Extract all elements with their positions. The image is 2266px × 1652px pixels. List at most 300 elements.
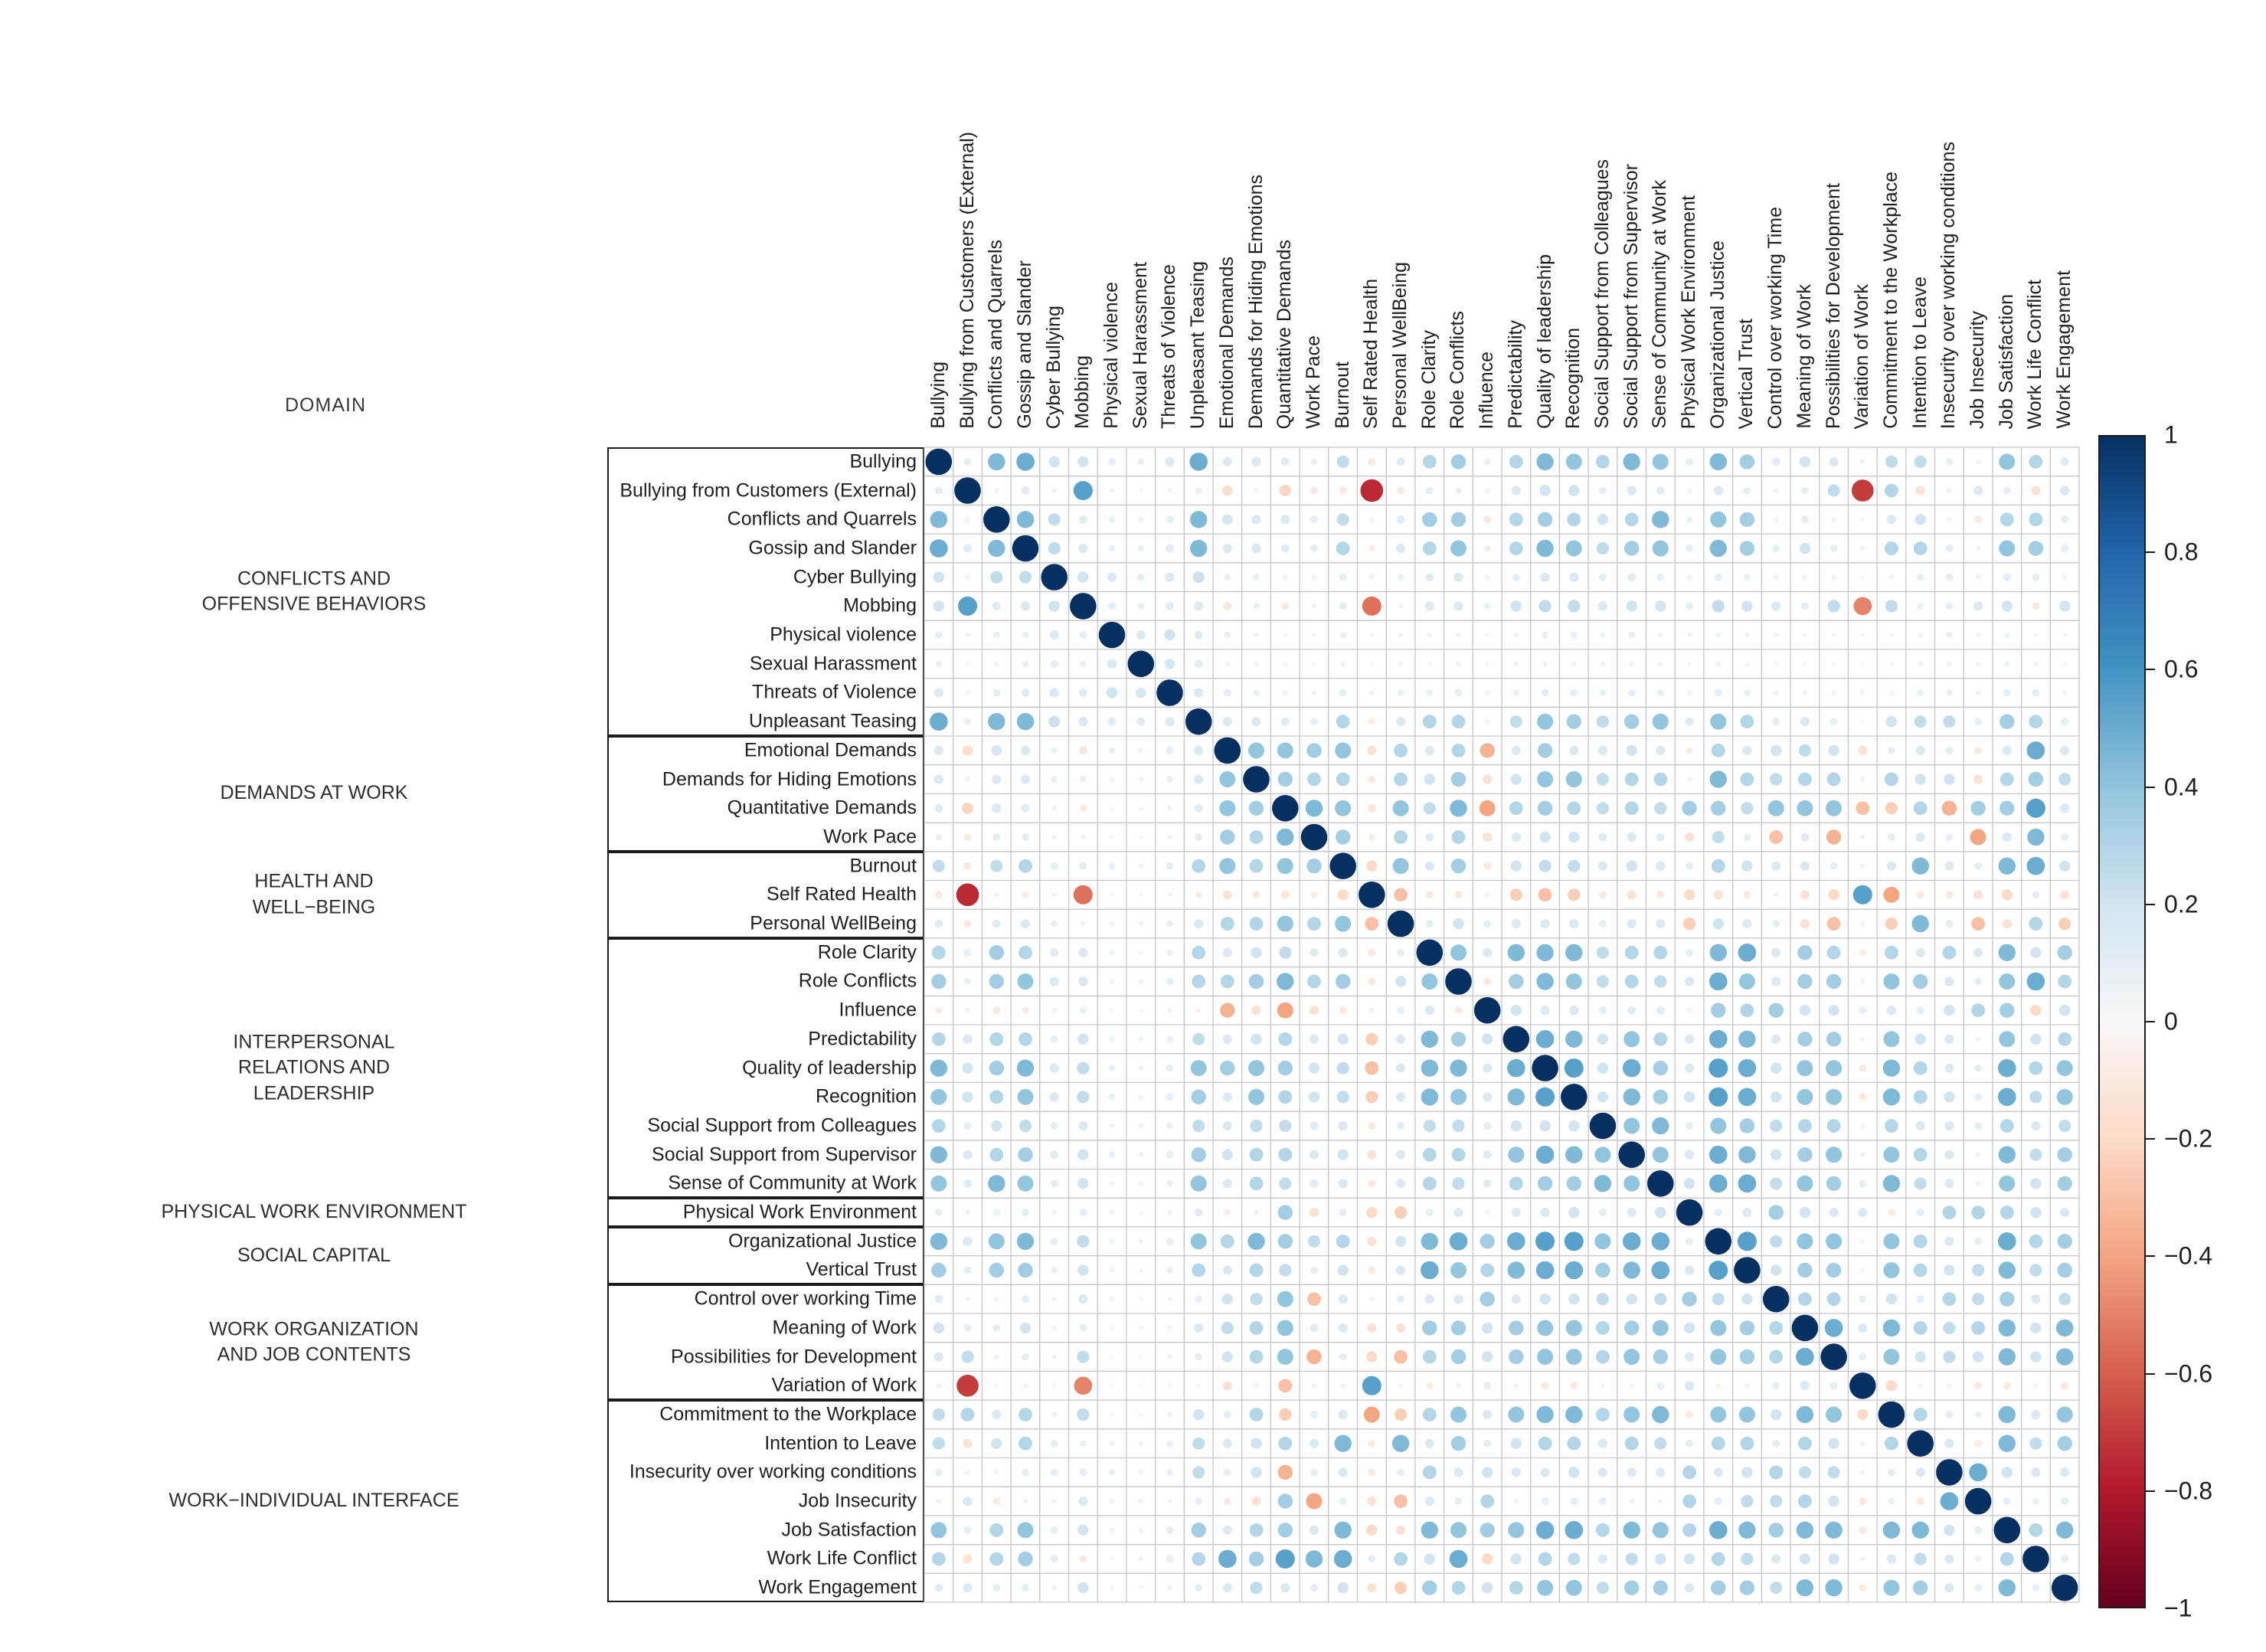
correlation-dot bbox=[1483, 774, 1492, 783]
correlation-dot bbox=[1710, 512, 1726, 528]
row-label: Predictability bbox=[808, 1028, 917, 1050]
correlation-dot bbox=[1656, 574, 1664, 581]
correlation-dot bbox=[1542, 1497, 1549, 1505]
correlation-dot bbox=[1220, 1003, 1234, 1018]
correlation-dot bbox=[1828, 889, 1839, 900]
correlation-dot bbox=[1685, 1381, 1694, 1390]
correlation-dot bbox=[1682, 1292, 1696, 1307]
correlation-dot bbox=[1310, 1584, 1318, 1591]
correlation-dot bbox=[1311, 891, 1318, 898]
correlation-dot bbox=[1248, 1060, 1264, 1076]
colorbar-tick bbox=[2146, 904, 2155, 905]
correlation-dot bbox=[1394, 1552, 1408, 1566]
correlation-dot bbox=[1936, 1459, 1963, 1486]
correlation-dot bbox=[1998, 1059, 2016, 1078]
correlation-dot bbox=[1715, 1497, 1722, 1505]
correlation-dot bbox=[931, 974, 946, 989]
correlation-dot bbox=[1189, 453, 1208, 471]
correlation-dot bbox=[2000, 715, 2014, 729]
correlation-dot bbox=[1594, 1175, 1611, 1192]
correlation-dot bbox=[1828, 1553, 1839, 1564]
correlation-dot bbox=[1395, 1236, 1406, 1247]
correlation-dot bbox=[1336, 773, 1350, 787]
correlation-dot bbox=[1139, 950, 1143, 954]
correlation-dot bbox=[1744, 689, 1751, 696]
correlation-dot bbox=[1532, 1055, 1558, 1081]
correlation-dot bbox=[1514, 1383, 1519, 1389]
correlation-dot bbox=[1711, 1581, 1725, 1595]
correlation-dot bbox=[1050, 1150, 1058, 1159]
correlation-dot bbox=[1568, 1207, 1579, 1218]
correlation-dot bbox=[1424, 1120, 1436, 1132]
correlation-dot bbox=[1511, 1120, 1522, 1131]
correlation-dot bbox=[1225, 662, 1231, 667]
correlation-dot bbox=[1600, 689, 1607, 696]
colorbar-tick-label: −0.6 bbox=[2164, 1359, 2213, 1388]
correlation-dot bbox=[1167, 1297, 1172, 1302]
correlation-dot bbox=[1826, 800, 1842, 816]
correlation-dot bbox=[989, 945, 1004, 960]
correlation-dot bbox=[2060, 890, 2069, 899]
correlation-dot bbox=[1974, 1526, 1982, 1534]
correlation-dot bbox=[1625, 975, 1639, 989]
correlation-dot bbox=[1508, 1088, 1525, 1105]
correlation-dot bbox=[1050, 948, 1058, 957]
correlation-dot bbox=[1946, 747, 1954, 754]
correlation-dot bbox=[2034, 633, 2038, 637]
correlation-dot bbox=[1078, 1294, 1087, 1304]
colorbar-tick bbox=[2146, 1021, 2155, 1022]
correlation-dot bbox=[1915, 1351, 1926, 1362]
correlation-dot bbox=[1597, 1293, 1609, 1305]
correlation-dot bbox=[1048, 542, 1061, 554]
correlation-dot bbox=[1653, 773, 1667, 787]
correlation-dot bbox=[1741, 861, 1752, 872]
correlation-dot bbox=[1450, 1550, 1468, 1569]
correlation-dot bbox=[1016, 453, 1035, 471]
correlation-dot bbox=[1074, 1377, 1093, 1395]
correlation-dot bbox=[1485, 1210, 1490, 1215]
correlation-dot bbox=[1480, 1494, 1494, 1508]
correlation-dot bbox=[1684, 1091, 1695, 1102]
correlation-dot bbox=[1971, 1003, 1985, 1017]
correlation-dot bbox=[2003, 746, 2012, 755]
correlation-dot bbox=[1708, 1088, 1728, 1107]
correlation-dot bbox=[2029, 715, 2043, 728]
correlation-dot bbox=[1653, 453, 1669, 469]
correlation-dot bbox=[1568, 860, 1580, 872]
correlation-dot bbox=[1826, 1176, 1841, 1191]
correlation-dot bbox=[1567, 1176, 1581, 1191]
correlation-dot bbox=[1536, 1521, 1555, 1539]
correlation-dot bbox=[2003, 689, 2011, 697]
row-label: Work Life Conflict bbox=[767, 1547, 917, 1569]
correlation-dot bbox=[1509, 801, 1523, 815]
correlation-dot bbox=[1277, 1349, 1293, 1365]
correlation-dot bbox=[1859, 1093, 1866, 1101]
correlation-dot bbox=[1566, 453, 1582, 469]
correlation-dot bbox=[1455, 891, 1463, 898]
correlation-dot bbox=[1625, 1437, 1639, 1451]
correlation-dot bbox=[2032, 1584, 2040, 1591]
correlation-dot bbox=[1277, 973, 1293, 990]
correlation-dot bbox=[1310, 1469, 1318, 1477]
correlation-dot bbox=[1190, 540, 1207, 557]
correlation-dot bbox=[1051, 1035, 1058, 1043]
correlation-dot bbox=[1685, 976, 1694, 986]
correlation-dot bbox=[1421, 1088, 1438, 1105]
correlation-dot bbox=[1594, 1147, 1610, 1163]
correlation-dot bbox=[1425, 862, 1434, 871]
correlation-dot bbox=[2000, 1003, 2014, 1018]
correlation-dot bbox=[1312, 1383, 1317, 1389]
correlation-dot bbox=[1081, 921, 1086, 927]
correlation-dot bbox=[1568, 1467, 1579, 1477]
correlation-dot bbox=[1483, 1179, 1492, 1188]
correlation-dot bbox=[1166, 1440, 1173, 1447]
correlation-dot bbox=[1976, 1037, 1981, 1042]
correlation-dot bbox=[2029, 541, 2043, 555]
correlation-dot bbox=[963, 1439, 972, 1448]
column-label: Organizational Justice bbox=[1706, 240, 1728, 429]
correlation-dot bbox=[1738, 1031, 1755, 1048]
correlation-dot bbox=[963, 1583, 972, 1592]
correlation-dot bbox=[2003, 487, 2011, 495]
correlation-dot bbox=[1077, 571, 1088, 582]
domain-label: WORK−INDIVIDUAL INTERFACE bbox=[168, 1490, 459, 1512]
correlation-dot bbox=[1051, 892, 1057, 898]
correlation-dot bbox=[1771, 601, 1780, 610]
correlation-dot bbox=[1480, 743, 1495, 757]
correlation-dot bbox=[1800, 862, 1810, 871]
correlation-dot bbox=[1860, 1441, 1865, 1446]
correlation-dot bbox=[1051, 806, 1057, 811]
correlation-dot bbox=[2060, 803, 2069, 813]
correlation-dot bbox=[1829, 1208, 1839, 1217]
correlation-dot bbox=[1051, 921, 1058, 927]
correlation-dot bbox=[1658, 633, 1663, 638]
correlation-dot bbox=[1569, 746, 1578, 755]
correlation-dot bbox=[1712, 859, 1725, 873]
correlation-dot bbox=[1167, 892, 1172, 898]
correlation-dot bbox=[1797, 974, 1812, 989]
correlation-dot bbox=[1109, 1151, 1116, 1158]
correlation-dot bbox=[2029, 917, 2043, 931]
correlation-dot bbox=[1536, 944, 1553, 961]
correlation-dot bbox=[2029, 1235, 2043, 1248]
correlation-dot bbox=[1451, 1436, 1466, 1451]
colorbar-tick-label: 0.2 bbox=[2164, 890, 2199, 918]
correlation-dot bbox=[1769, 1205, 1784, 1219]
correlation-dot bbox=[2061, 515, 2068, 523]
correlation-dot bbox=[993, 632, 1000, 639]
correlation-dot bbox=[1626, 1552, 1638, 1565]
correlation-dot bbox=[1138, 545, 1145, 552]
correlation-dot bbox=[1139, 777, 1144, 782]
correlation-dot bbox=[930, 1059, 947, 1076]
correlation-dot bbox=[1018, 1522, 1034, 1538]
correlation-dot bbox=[1771, 976, 1780, 986]
correlation-dot bbox=[1426, 891, 1434, 898]
column-label: Work Pace bbox=[1302, 335, 1324, 429]
correlation-dot bbox=[1425, 601, 1434, 610]
correlation-dot bbox=[1167, 488, 1172, 493]
correlation-dot bbox=[1714, 486, 1723, 495]
correlation-dot bbox=[1394, 744, 1408, 757]
correlation-dot bbox=[1946, 920, 1954, 927]
correlation-dot bbox=[1770, 1235, 1782, 1248]
correlation-dot bbox=[1739, 1407, 1755, 1423]
correlation-dot bbox=[1827, 917, 1841, 931]
correlation-dot bbox=[2031, 1294, 2040, 1304]
correlation-dot bbox=[1623, 1176, 1640, 1192]
correlation-dot bbox=[1110, 1441, 1115, 1446]
correlation-dot bbox=[1023, 1383, 1028, 1389]
correlation-dot bbox=[1215, 738, 1241, 764]
correlation-dot bbox=[1542, 632, 1548, 639]
correlation-dot bbox=[1971, 917, 1985, 931]
correlation-dot bbox=[1110, 1124, 1115, 1129]
correlation-dot bbox=[1426, 1209, 1434, 1216]
correlation-dot bbox=[1974, 1440, 1982, 1448]
correlation-dot bbox=[1166, 1093, 1174, 1101]
correlation-dot bbox=[1883, 1262, 1899, 1278]
domain-label: INTERPERSONAL RELATIONS AND LEADERSHIP bbox=[233, 1030, 395, 1104]
row-label: Work Engagement bbox=[758, 1576, 917, 1598]
correlation-dot bbox=[1625, 801, 1639, 815]
correlation-dot bbox=[1744, 633, 1750, 638]
correlation-dot bbox=[1917, 1497, 1924, 1505]
correlation-dot bbox=[994, 1354, 999, 1359]
correlation-dot bbox=[1825, 1579, 1842, 1596]
correlation-dot bbox=[1251, 544, 1261, 553]
correlation-dot bbox=[1223, 1583, 1232, 1592]
correlation-dot bbox=[1597, 947, 1609, 959]
correlation-dot bbox=[1656, 919, 1665, 928]
correlation-dot bbox=[1542, 689, 1549, 697]
correlation-dot bbox=[1051, 488, 1057, 493]
correlation-dot bbox=[1193, 1409, 1204, 1420]
column-label: Social Support from Colleagues bbox=[1591, 159, 1613, 429]
column-label: Quality of leadership bbox=[1533, 254, 1555, 429]
colorbar-tick-label: 0 bbox=[2164, 1007, 2178, 1035]
correlation-dot bbox=[1312, 604, 1317, 609]
correlation-dot bbox=[1395, 1408, 1407, 1421]
correlation-dot bbox=[933, 1438, 945, 1450]
correlation-dot bbox=[1019, 1120, 1032, 1132]
correlation-dot bbox=[1946, 1411, 1954, 1418]
correlation-dot bbox=[1110, 806, 1114, 810]
correlation-dot bbox=[1744, 487, 1751, 495]
correlation-dot bbox=[1306, 859, 1321, 873]
correlation-dot bbox=[1687, 777, 1692, 782]
correlation-dot bbox=[962, 1062, 973, 1073]
correlation-dot bbox=[1223, 1526, 1232, 1535]
correlation-dot bbox=[1509, 1581, 1523, 1595]
correlation-dot bbox=[2003, 919, 2012, 928]
correlation-dot bbox=[1861, 633, 1864, 636]
correlation-dot bbox=[1128, 651, 1155, 678]
correlation-dot bbox=[1427, 1382, 1434, 1389]
correlation-dot bbox=[1831, 690, 1836, 695]
correlation-dot bbox=[1397, 1295, 1404, 1303]
correlation-dot bbox=[1627, 573, 1636, 581]
correlation-dot bbox=[2058, 1147, 2072, 1162]
correlation-dot bbox=[1339, 632, 1346, 639]
correlation-dot bbox=[1251, 947, 1261, 958]
correlation-dot bbox=[1803, 633, 1807, 637]
row-label: Sense of Community at Work bbox=[668, 1172, 917, 1194]
correlation-dot bbox=[1310, 487, 1318, 495]
row-label: Insecurity over working conditions bbox=[629, 1461, 917, 1483]
correlation-dot bbox=[1774, 892, 1779, 898]
correlation-dot bbox=[1974, 1122, 1982, 1130]
correlation-dot bbox=[1080, 776, 1087, 783]
correlation-dot bbox=[1139, 806, 1143, 810]
correlation-dot bbox=[1339, 948, 1348, 957]
correlation-dot bbox=[1368, 804, 1376, 813]
correlation-dot bbox=[1337, 1091, 1349, 1103]
correlation-dot bbox=[1738, 1088, 1757, 1107]
correlation-dot bbox=[1590, 1113, 1617, 1140]
correlation-dot bbox=[1396, 1092, 1405, 1101]
correlation-dot bbox=[989, 1552, 1003, 1566]
correlation-dot bbox=[1826, 1060, 1842, 1076]
correlation-dot bbox=[1828, 484, 1840, 496]
correlation-dot bbox=[989, 1233, 1005, 1249]
correlation-dot bbox=[963, 545, 972, 553]
correlation-dot bbox=[1421, 973, 1437, 990]
correlation-dot bbox=[1109, 862, 1116, 869]
correlation-dot bbox=[1797, 1406, 1813, 1423]
correlation-dot bbox=[1653, 1349, 1668, 1364]
correlation-dot bbox=[1253, 689, 1260, 696]
correlation-dot bbox=[1618, 1141, 1645, 1168]
correlation-dot bbox=[2030, 1351, 2041, 1362]
correlation-dot bbox=[2058, 945, 2072, 960]
correlation-dot bbox=[1859, 1065, 1866, 1072]
correlation-dot bbox=[1396, 1323, 1405, 1333]
correlation-dot bbox=[1999, 1261, 2016, 1278]
correlation-dot bbox=[1741, 715, 1754, 728]
correlation-dot bbox=[1566, 1320, 1582, 1336]
correlation-dot bbox=[1220, 829, 1234, 844]
correlation-dot bbox=[1221, 975, 1234, 989]
correlation-dot bbox=[1281, 458, 1290, 466]
correlation-dot bbox=[1738, 1147, 1755, 1163]
correlation-dot bbox=[935, 487, 943, 495]
correlation-dot bbox=[1627, 890, 1637, 899]
correlation-dot bbox=[1883, 1147, 1899, 1163]
correlation-dot bbox=[1455, 689, 1463, 697]
correlation-dot bbox=[1329, 852, 1356, 879]
correlation-dot bbox=[1799, 744, 1811, 757]
correlation-dot bbox=[1223, 1179, 1232, 1188]
correlation-dot bbox=[1278, 1379, 1292, 1392]
correlation-dot bbox=[1797, 1263, 1812, 1277]
correlation-dot bbox=[1254, 1383, 1259, 1389]
column-label: Conflicts and Quarrels bbox=[985, 239, 1007, 429]
column-label: Commitment to the Workplace bbox=[1879, 172, 1901, 429]
row-label: Variation of Work bbox=[771, 1374, 917, 1396]
correlation-dot bbox=[2002, 600, 2013, 611]
correlation-dot bbox=[1485, 719, 1490, 725]
correlation-dot bbox=[1514, 662, 1519, 667]
correlation-dot bbox=[1797, 1522, 1813, 1539]
correlation-dot bbox=[2000, 512, 2014, 526]
correlation-dot bbox=[2058, 1263, 2072, 1277]
correlation-dot bbox=[1709, 1521, 1728, 1539]
correlation-dot bbox=[1918, 1383, 1923, 1389]
row-label: Cyber Bullying bbox=[793, 566, 917, 588]
correlation-dot bbox=[1310, 948, 1319, 957]
correlation-dot bbox=[1889, 574, 1895, 580]
correlation-dot bbox=[1883, 1175, 1900, 1192]
correlation-dot bbox=[1022, 689, 1030, 697]
correlation-dot bbox=[1772, 545, 1780, 552]
correlation-dot bbox=[1801, 515, 1809, 523]
correlation-dot bbox=[1335, 1522, 1352, 1539]
correlation-dot bbox=[1999, 1320, 2016, 1336]
correlation-dot bbox=[1192, 975, 1205, 989]
correlation-dot bbox=[1655, 600, 1666, 611]
correlation-dot bbox=[1944, 862, 1954, 871]
correlation-dot bbox=[964, 718, 971, 725]
correlation-dot bbox=[1079, 1469, 1087, 1477]
correlation-dot bbox=[1339, 689, 1347, 697]
correlation-dot bbox=[1656, 1006, 1665, 1015]
correlation-dot bbox=[1601, 1383, 1606, 1389]
correlation-dot bbox=[1396, 717, 1405, 726]
correlation-dot bbox=[1970, 829, 1986, 846]
correlation-dot bbox=[1827, 946, 1841, 960]
row-label: Self Rated Health bbox=[767, 883, 917, 905]
correlation-dot bbox=[1139, 863, 1144, 869]
correlation-dot bbox=[1368, 1440, 1375, 1448]
correlation-dot bbox=[930, 1176, 947, 1192]
correlation-dot bbox=[1539, 1120, 1550, 1131]
correlation-dot bbox=[1247, 1233, 1264, 1250]
correlation-dot bbox=[1397, 1122, 1404, 1130]
correlation-dot bbox=[1627, 1208, 1637, 1217]
correlation-dot bbox=[1077, 1408, 1089, 1421]
correlation-dot bbox=[1079, 631, 1087, 639]
correlation-dot bbox=[1166, 545, 1174, 553]
correlation-dot bbox=[1946, 603, 1954, 610]
correlation-dot bbox=[1018, 1089, 1034, 1105]
correlation-dot bbox=[1537, 1320, 1553, 1336]
correlation-dot bbox=[1512, 1208, 1521, 1217]
correlation-dot bbox=[1512, 486, 1521, 495]
correlation-dot bbox=[1077, 1034, 1088, 1045]
correlation-dot bbox=[1339, 1467, 1348, 1477]
row-label: Work Pace bbox=[823, 826, 917, 848]
correlation-dot bbox=[2030, 1178, 2041, 1189]
correlation-dot bbox=[1022, 632, 1029, 639]
correlation-dot bbox=[1623, 1522, 1640, 1539]
correlation-dot bbox=[990, 571, 1002, 584]
row-label: Mobbing bbox=[843, 594, 917, 617]
correlation-dot bbox=[1022, 1295, 1029, 1303]
correlation-dot bbox=[1568, 832, 1579, 842]
correlation-dot bbox=[1366, 1525, 1377, 1536]
correlation-dot bbox=[1336, 541, 1350, 555]
correlation-dot bbox=[1452, 715, 1466, 728]
correlation-dot bbox=[1484, 459, 1491, 466]
correlation-dot bbox=[1450, 1059, 1467, 1076]
correlation-dot bbox=[2032, 1498, 2039, 1505]
correlation-dot bbox=[1166, 921, 1173, 927]
